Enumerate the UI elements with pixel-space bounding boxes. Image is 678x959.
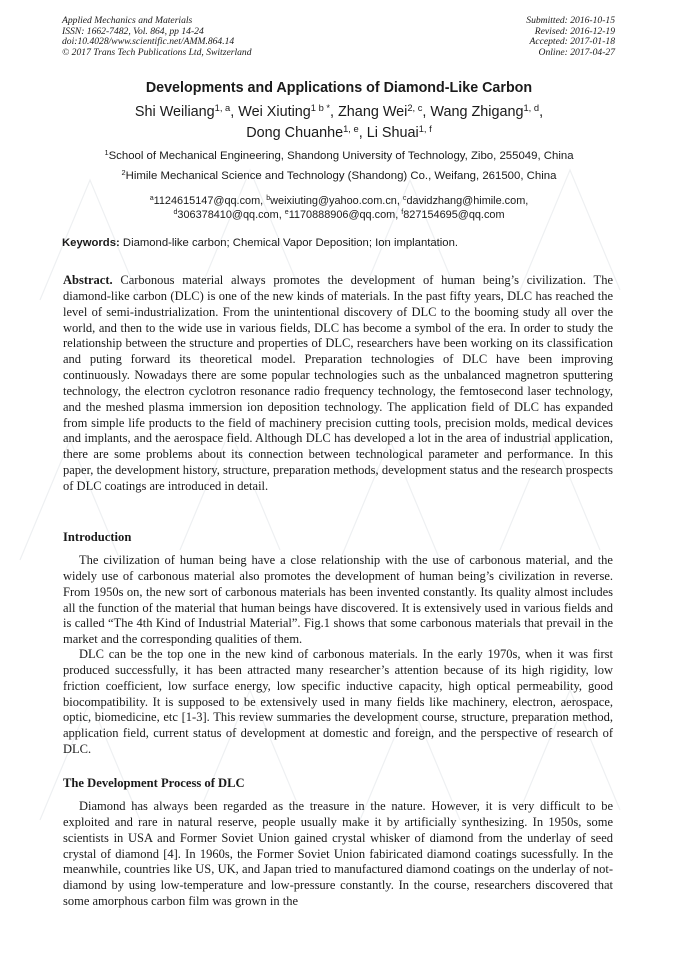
email-mark: c [402,194,407,203]
affiliation-number: 2 [121,167,126,177]
author-list [0,102,678,144]
email-separator: , [396,195,403,207]
abstract-text: Carbonous material always promotes the development of human being’s civilization. The diamond-like carbon (DLC) is one of the new kinds of materials. In the past fifty years, DLC has reached the level of semi-industrialization. From the unintentional discovery of DLC to the booming study all over the world, and then to the wide use in various fields, DLC has become a symbol of the era. In order to study the relationship between the structure and properties of DLC, researchers have been working on its classification and puting forward its theoretical model. Preparation technologies of DLC have been improving continuously. Nowadays there are some popular technologies such as the unbalanced magnetron sputtering technology, the electron cyclotron resonance radio frequency technology, the femtosecond laser technology, and the meshed plasma immersion ion deposition technology. The application field of DLC has expanded from simple life products to the field of machinery precision cutting tools, precision molds, medical devices and implants, and the aerospace field. Although DLC has developed a lot in the area of industrial application, there are some problems about its connection between technological parameter and performance. In this paper, the development history, structure, preparation methods, development status and the research prospects of DLC coatings are introduced in detail. [63,273,613,493]
journal-name: Applied Mechanics and Materials [62,15,193,26]
author-affiliation-mark: 2, c [407,102,423,113]
author-separator: , [358,125,367,141]
affiliation-text: Himile Mechanical Science and Technology (Shandong) Co., Weifang, 261500, China [125,170,557,182]
author-name: Li Shuai [366,125,419,141]
accepted-date: Accepted: 2017-01-18 [529,36,615,47]
abstract [63,273,613,495]
email-address[interactable]: 827154695@qq.com [403,209,505,221]
revised-date: Revised: 2016-12-19 [534,25,615,37]
author-name: Shi Weiliang [134,104,215,120]
author-affiliation-mark: 1, d [523,102,540,113]
paragraph-text: The civilization of human being have a close relationship with the use of carbonous material, and the widely use of carbonous material also promotes the development of human being’s civilization in reverse. From 1950s on, the new sort of carbonous materials has been invented constantly. Its quality almost includes all the function of the material that human beings have discovered. It is extensively used in various fields and is called “The 4th Kind of Industrial Material”. Fig.1 shows that some carbonous materials that prevail in the market and the corresponding qualities of them. [63,553,613,647]
author-affiliation-mark: 1, e [343,123,359,134]
online-date: Online: 2017-04-27 [538,46,615,58]
paragraph-text: DLC can be the top one in the new kind of carbonous materials. In the early 1970s, when it was first produced successfully, it has been attracted many researcher’s attention because of its high rigidity, low friction coefficient, low surface energy, low specific inductive capacity, high optical permeability, good biocompatibility. It is supposed to be extensively used in many fields like machinery, electron, aerospace, optic, biomedicine, etc [1-3]. This review summaries the development course, structure, preparation method, application field, current status of development at domestic and foreign, and the perspective of research of DLC. [63,647,613,757]
email-address[interactable]: 1170888906@qq.com [288,209,396,221]
keywords [62,237,458,249]
issn-line: ISSN: 1662-7482, Vol. 864, pp 14-24 [62,25,204,37]
email-separator: , [278,209,285,221]
author-name: Wang Zhigang [430,104,524,120]
keywords-text: Diamond-like carbon; Chemical Vapor Deposition; Ion implantation. [122,237,459,249]
doi-line[interactable]: doi:10.4028/www.scientific.net/AMM.864.14 [62,36,235,47]
section-heading-introduction: Introduction [63,530,132,544]
email-address[interactable]: weixiuting@yahoo.com.cn [270,195,397,207]
email-separator: , [260,195,267,207]
affiliation-1 [0,147,678,162]
author-name: Wei Xiuting [238,104,311,120]
author-name: Zhang Wei [338,104,408,120]
affiliation-2 [0,167,678,182]
author-affiliation-mark: 1, f [418,123,432,134]
abstract-label: Abstract. [63,273,113,287]
submitted-date: Submitted: 2016-10-15 [526,15,615,26]
author-separator: , [422,104,431,120]
journal-header-left [62,16,252,58]
introduction-paragraph-1 [63,553,613,648]
email-mark: d [173,208,178,217]
author-name: Dong Chuanhe [246,125,344,141]
email-list [0,194,678,222]
email-address[interactable]: 306378410@qq.com [177,209,279,221]
email-mark: f [401,208,404,217]
email-mark: a [149,194,154,203]
author-affiliation-mark: 1, a [214,102,231,113]
email-mark: e [284,208,289,217]
paragraph-text: Diamond has always been regarded as the treasure in the nature. However, it is very difficult to be exploited and rare in natural reserve, people usually make it by artificially synthesizing. In 1950s, some scientists in USA and Former Soviet Union gained crystal whisker of diamond from the underlay of seed crystal of diamond [4]. In 1960s, the Former Soviet Union fabiricated diamond coatings sucessfully. In the meanwhile, countries like US, UK, and Japan tried to manufactured diamond coatings on the underlay of not-diamond by using low-temperature and low-pressure constantly. In the course, researchers discovered that some amorphous carbon film was grown in the [63,799,613,909]
author-separator: , [330,104,339,120]
copyright-line: © 2017 Trans Tech Publications Ltd, Switzerland [62,46,252,58]
affiliation-number: 1 [104,147,109,157]
keywords-label: Keywords: [62,237,120,249]
paper-title: Developments and Applications of Diamond-Like Carbon [145,80,533,96]
email-separator: , [525,195,529,207]
author-separator: , [230,104,239,120]
author-separator: , [539,104,544,120]
affiliation-text: School of Mechanical Engineering, Shandong University of Technology, Zibo, 255049, China [108,150,574,162]
email-mark: b [266,194,271,203]
email-address[interactable]: davidzhang@himile.com [406,195,526,207]
author-affiliation-mark: 1 b * [310,102,331,113]
development-paragraph-1 [63,799,613,910]
introduction-paragraph-2 [63,647,613,758]
journal-header-right [526,16,615,58]
email-address[interactable]: 1124615147@qq.com [153,195,261,207]
email-separator: , [395,209,402,221]
section-heading-development: The Development Process of DLC [63,776,245,790]
